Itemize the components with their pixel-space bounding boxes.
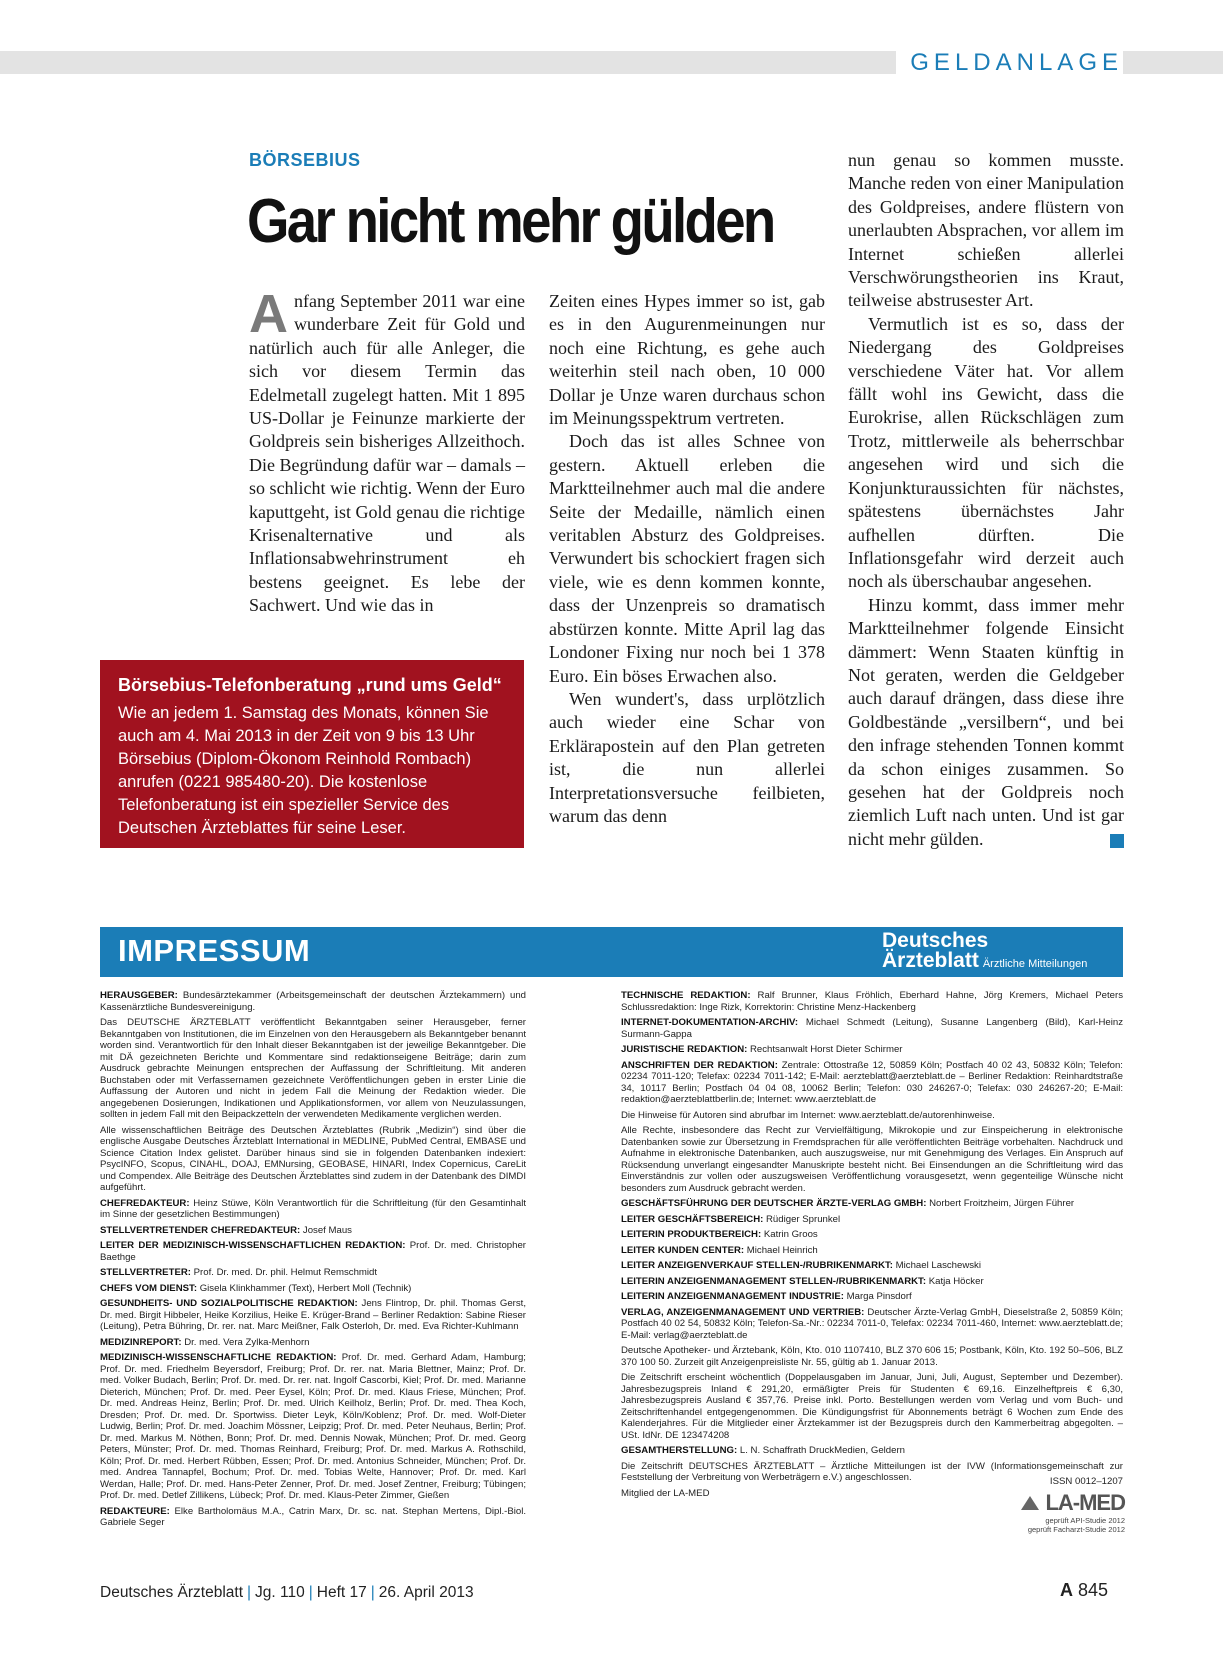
impressum-label: GESCHÄFTSFÜHRUNG DER DEUTSCHER ÄRZTE-VERLAG GMBH: bbox=[621, 1198, 927, 1209]
impressum-label: LEITER ANZEIGENVERKAUF STELLEN-/RUBRIKENMARKT: bbox=[621, 1260, 893, 1271]
impressum-title: IMPRESSUM bbox=[118, 933, 311, 968]
paragraph: Zeiten eines Hypes immer so ist, gab es in den Augurenmeinungen nur noch eine Richtung, es gehe auch weiterhin steil nach oben, 10 000 Dollar je Unze waren durchaus schon im Meinungsspektrum vertreten. bbox=[549, 291, 825, 429]
impressum-entry bbox=[621, 1214, 1123, 1226]
issn: ISSN 0012–1207 bbox=[1049, 1476, 1123, 1487]
article-column-2 bbox=[549, 290, 825, 828]
impressum-label: HERAUSGEBER: bbox=[100, 990, 178, 1001]
journal-logo bbox=[882, 931, 1087, 974]
impressum-entry bbox=[100, 1337, 526, 1349]
impressum-entry bbox=[621, 1291, 1123, 1303]
footer-volume: Jg. 110 bbox=[255, 1584, 305, 1601]
impressum-label: LEITERIN ANZEIGENMANAGEMENT STELLEN-/RUBRIKENMARKT: bbox=[621, 1275, 927, 1287]
headline: Gar nicht mehr gülden bbox=[247, 187, 774, 256]
paragraph: Hinzu kommt, dass immer mehr Marktteilnehmer folgende Einsicht dämmert: Wenn Staaten künftig in Not geraten, werden die Geldgeber auch darauf drängen, dass diese ihre Goldbestände „versilbern“, und bei den infrage stehenden Tonnen kommt da schon einiges zusammen. So gesehen hat der Goldpreis noch ziemlich Luft nach unten. Und ist gar nicht mehr gülden. bbox=[848, 594, 1124, 849]
page-number bbox=[1060, 1580, 1108, 1601]
la-med-text: LA-MED bbox=[1045, 1490, 1125, 1515]
impressum-entry bbox=[621, 1044, 1123, 1056]
footer-journal: Deutsches Ärzteblatt bbox=[100, 1584, 244, 1601]
impressum-text: Zentrale: Ottostraße 12, 50859 Köln; Postfach 40 02 43, 50832 Köln; Telefon: 02234 7011-120; Telefax: 02234 7011-142; E-Mail: aerzteblatt@aerzteblatt.de – Berliner Redaktion: Reinhardtstraße 34, 10117 Berlin; Postfach 04 04 08, 10062 Berlin; Telefon: 030 246267-0; Telefax: 030 246267-20; E-Mail: redaktion@aerzteblattberlin.de; Internet: www.aerzteblatt.de bbox=[621, 1059, 1123, 1105]
impressum-label: STELLVERTRETENDER CHEFREDAKTEUR: bbox=[100, 1224, 301, 1236]
impressum-text: Prof. Dr. med. Dr. phil. Helmut Remschmidt bbox=[193, 1267, 378, 1278]
impressum-text: Prof. Dr. med. Christopher Baethge bbox=[100, 1240, 526, 1263]
impressum-label: STELLVERTRETER: bbox=[100, 1267, 191, 1278]
impressum-entry bbox=[621, 1110, 1123, 1122]
impressum-text: Jens Flintrop, Dr. phil. Thomas Gerst, Dr. med. Birgit Hibbeler, Heike Korzilius, Heike E. Krüger-Brand – Berliner Redaktion: Sabine Rieser (Leitung), Petra Bühring, Dr. rer. nat. Marc Meißner, Falk Osterloh, Dr. med. Eva Richter-Kuhlmann bbox=[100, 1298, 526, 1332]
impressum-label: GESAMTHERSTELLUNG: bbox=[621, 1445, 738, 1456]
impressum-label: LEITERIN ANZEIGENMANAGEMENT INDUSTRIE: bbox=[621, 1291, 844, 1302]
impressum-label: JURISTISCHE REDAKTION: bbox=[621, 1044, 748, 1055]
logo-line-2: Ärzteblatt bbox=[882, 949, 979, 972]
info-box bbox=[100, 660, 524, 848]
impressum-entry bbox=[621, 1372, 1123, 1441]
impressum-entry bbox=[621, 1245, 1123, 1257]
impressum-text: Die Zeitschrift DEUTSCHES ÄRZTEBLATT – Ärztliche Mitteilungen ist der IVW (Informationsgemeinschaft zur Feststellung der Verbreitung von Werbeträgern e.V.) angeschlossen. bbox=[621, 1460, 1123, 1483]
impressum-left-column bbox=[100, 990, 526, 1533]
impressum-label: TECHNISCHE REDAKTION: bbox=[621, 990, 751, 1001]
page-prefix: A bbox=[1060, 1580, 1073, 1600]
page-number-value: 845 bbox=[1078, 1580, 1109, 1600]
footer-date: 26. April 2013 bbox=[378, 1584, 474, 1601]
impressum-text: Deutscher Ärzte-Verlag GmbH, Dieselstraße 2, 50859 Köln; Postfach 40 02 54, 50832 Köln; Telefon-Sa.-Nr.: 02234 7011-0, Telefax: 02234 7011-460, Internet: www.aerzteblatt.de; E-Mail: verlag@aerzteblatt.de bbox=[621, 1306, 1123, 1341]
impressum-text: Mitglied der LA-MED bbox=[621, 1487, 710, 1499]
paragraph: nfang September 2011 war eine wunderbare Zeit für Gold und natürlich auch für alle Anleger, die sich vor diesem Termin das Edelmetall zugelegt hatten. Mit 1 895 US-Dollar je Feinunze markierte der Goldpreis sein bisheriges Allzeithoch. Die Begründung dafür war – damals – so schlicht wie richtig. Wenn der Euro kaputtgeht, ist Gold genau die richtige Krisenalternative und als Inflationsabwehrinstrument eh bestens geeignet. Es lebe der Sachwert. Und wie das in bbox=[249, 291, 525, 616]
warning-triangle-icon bbox=[1021, 1496, 1039, 1510]
impressum-entry bbox=[621, 1445, 1123, 1457]
impressum-entry bbox=[621, 1345, 1123, 1368]
impressum-entry bbox=[100, 1506, 526, 1529]
impressum-entry bbox=[100, 1267, 526, 1279]
impressum-text: Das DEUTSCHE ÄRZTEBLATT veröffentlicht Bekanntgaben seiner Herausgeber, ferner Bekanntgaben von Institutionen, die im Einzelnen von den Herausgebern als Bekanntgeber benannt worden sind. Verantwortlich für den Inhalt dieser Bekanntgaben ist der jeweilige Bekanntgeber. Die mit DÄ gezeichneten Berichte und Kommentare sind redaktionseigene Beiträge; darin zum Ausdruck gebrachte Meinungen entsprechen der Auffassung der Schriftleitung. Mit anderen Buchstaben oder mit Verfassernamen gezeichnete Veröffentlichungen geben in erster Linie die Auffassung der Autoren und nicht in jedem Fall die Meinung der Redaktion wieder. Die angegebenen Dosierungen, Indikationen und Applikationsformen, vor allem von Neuzulassungen, sollten in jedem Fall mit den Beipackzetteln der verwendeten Medikamente verglichen werden. bbox=[100, 1017, 526, 1120]
impressum-text: Rüdiger Sprunkel bbox=[766, 1213, 841, 1225]
logo-line-3: Ärztliche Mitteilungen bbox=[982, 958, 1088, 970]
impressum-text: Alle wissenschaftlichen Beiträge des Deutschen Ärzteblattes (Rubrik „Medizin“) sind über die englische Ausgabe Deutsches Ärzteblatt International in MEDLINE, PubMed Central, EMBASE und Science Citation Index gelistet. Darüber hinaus sind sie in folgenden Datenbanken indexiert: PsycINFO, Scopus, CINAHL, DOAJ, EMNursing, GEOBASE, HINARI, Index Copernicus, CareLit und Compendex. Alle Beiträge des Deutschen Ärzteblattes sind zudem in der Datenbank des DIMDI aufgeführt. bbox=[100, 1124, 526, 1193]
la-med-logo bbox=[1010, 1490, 1125, 1534]
impressum-text: Die Zeitschrift erscheint wöchentlich (Doppelausgaben im Januar, Juni, Juli, August, September und Dezember). Jahresbezugspreis Inland € 291,20, ermäßigter Preis für Studenten € 69,16. Einzelheftpreis € 6,30, Jahresbezugspreis Ausland € 357,76. Preise inkl. Porto. Bestellungen werden vom Verlag und vom Buch- und Zeitschriftenhandel entgegengenommen. Die Kündigungsfrist für Abonnements beträgt 6 Wochen zum Ende des Kalenderjahres. Für die Mitglieder einer Ärztekammer ist der Bezugspreis durch den Kammerbeitrag abgegolten. – USt. IdNr. DE 123474208 bbox=[621, 1372, 1123, 1441]
impressum-text: Katja Höcker bbox=[928, 1275, 984, 1287]
info-box-body: Wie an jedem 1. Samstag des Monats, können Sie auch am 4. Mai 2013 in der Zeit von 9 bis 13 Uhr Börsebius (Diplom-Ökonom Reinhold Rombach) anrufen (0221 985480-20). Die kostenlose Telefonberatung ist ein spezieller Service des Deutschen Ärzteblattes für seine Leser. bbox=[118, 704, 489, 837]
impressum-entry bbox=[100, 1352, 526, 1502]
la-med-sub-1: geprüft API-Studie 2012 bbox=[1045, 1516, 1125, 1525]
impressum-text: Bundesärztekammer (Arbeitsgemeinschaft der deutschen Ärztekammern) und Kassenärztliche Bundesvereinigung. bbox=[100, 990, 527, 1013]
impressum-text: Michael Schmedt (Leitung), Susanne Langenberg (Bild), Karl-Heinz Surmann-Gappa bbox=[621, 1017, 1123, 1040]
logo-line-1: Deutsches bbox=[882, 929, 989, 952]
dropcap: A bbox=[249, 284, 288, 344]
section-label: GELDANLAGE bbox=[896, 48, 1123, 78]
impressum-text: Alle Rechte, insbesondere das Recht zur Vervielfältigung, Mikrokopie und zur Einspeicherung in elektronische Datenbanken sowie zur Übersetzung in Fremdsprachen für alle veröffentlichten Beiträge vorbehalten. Nachdruck und Aufnahme in elektronische Datenbanken, auch auszugsweise, nur mit Genehmigung des Verlages. Ein Anspruch auf Rücksendung unverlangt eingesandter Manuskripte besteht nicht. Bei Einsendungen an die Schriftleitung wird das Einverständnis zur vollen oder auszugsweisen Veröffentlichung vorausgesetzt, wenn gegenteilige Wünsche nicht besonders zum Ausdruck gebracht werden. bbox=[621, 1125, 1123, 1194]
impressum-entry bbox=[621, 1125, 1123, 1194]
impressum-text: Dr. med. Vera Zylka-Menhorn bbox=[184, 1336, 310, 1348]
impressum-label: VERLAG, ANZEIGENMANAGEMENT UND VERTRIEB: bbox=[621, 1306, 865, 1318]
info-box-title: Börsebius-Telefonberatung „rund ums Geld“ bbox=[118, 675, 502, 695]
paragraph: nun genau so kommen musste. Manche reden von einer Manipulation des Goldpreises, andere flüstern von unerlaubten Absprachen, vor allem im Internet schießen allerlei Verschwörungstheorien ins Kraut, teilweise abstrusester Art. bbox=[848, 150, 1124, 311]
impressum-entry bbox=[100, 1017, 526, 1121]
impressum-label: REDAKTEURE: bbox=[100, 1505, 170, 1517]
paragraph: Doch das ist alles Schnee von gestern. Aktuell erleben die Marktteilnehmer auch mal die andere Seite der Medaille, nämlich einen veritablen Absturz des Goldpreises. Verwundert bis schockiert fragen sich viele, wie es denn kommen konnte, dass der Unzenpreis so dramatisch abstürzen konnte. Mitte April lag das Londoner Fixing nur noch bei 1 378 Euro. Ein böses Erwachen also. bbox=[549, 431, 825, 686]
impressum-label: ANSCHRIFTEN DER REDAKTION: bbox=[621, 1059, 778, 1071]
impressum-text: Rechtsanwalt Horst Dieter Schirmer bbox=[750, 1044, 903, 1055]
impressum-text: Michael Laschewski bbox=[895, 1260, 981, 1271]
impressum-right-column bbox=[621, 990, 1123, 1503]
impressum-label: MEDIZINISCH-WISSENSCHAFTLICHE REDAKTION: bbox=[100, 1352, 337, 1363]
impressum-entry bbox=[621, 1276, 1123, 1288]
impressum-label: LEITER KUNDEN CENTER: bbox=[621, 1244, 745, 1256]
end-mark-icon bbox=[1110, 834, 1124, 848]
impressum-entry bbox=[100, 1283, 526, 1295]
impressum-entry bbox=[621, 1017, 1123, 1040]
impressum-label: LEITER GESCHÄFTSBEREICH: bbox=[621, 1213, 764, 1225]
impressum-entry bbox=[100, 1225, 526, 1237]
impressum-text: Deutsche Apotheker- und Ärztebank, Köln, Kto. 010 1107410, BLZ 370 606 15; Postbank, Köln, Kto. 192 50–506, BLZ 370 100 50. Zurzeit gilt Anzeigenpreisliste Nr. 55, gültig ab 1. Januar 2013. bbox=[621, 1345, 1123, 1368]
article-column-1 bbox=[249, 284, 525, 618]
impressum-text: Katrin Groos bbox=[763, 1229, 818, 1240]
footer-issue: Heft 17 bbox=[316, 1584, 367, 1601]
impressum-entry bbox=[621, 1198, 1123, 1210]
la-med-sub-2: geprüft Facharzt-Studie 2012 bbox=[1027, 1525, 1125, 1534]
impressum-entry bbox=[100, 990, 526, 1013]
impressum-text: Marga Pinsdorf bbox=[846, 1291, 912, 1302]
impressum-entry bbox=[100, 1298, 526, 1333]
impressum-label: GESUNDHEITS- UND SOZIALPOLITISCHE REDAKTION: bbox=[100, 1298, 358, 1309]
impressum-entry bbox=[100, 1198, 526, 1221]
impressum-label: INTERNET-DOKUMENTATION-ARCHIV: bbox=[621, 1017, 799, 1028]
article-column-3 bbox=[848, 149, 1124, 851]
impressum-header bbox=[100, 927, 1123, 977]
impressum-entry bbox=[621, 990, 1123, 1013]
impressum-text: Josef Maus bbox=[302, 1224, 352, 1236]
impressum-text: Elke Bartholomäus M.A., Catrin Marx, Dr. sc. nat. Stephan Mertens, Dipl.-Biol. Gabriele Seger bbox=[100, 1505, 526, 1528]
impressum-text: Gisela Klinkhammer (Text), Herbert Moll (Technik) bbox=[199, 1282, 412, 1294]
impressum-text: Die Hinweise für Autoren sind abrufbar im Internet: www.aerzteblatt.de/autorenhinweise. bbox=[621, 1109, 995, 1121]
impressum-text: Ralf Brunner, Klaus Fröhlich, Eberhard Hahne, Jörg Kremers, Michael Peters Schlussredaktion: Inge Rizk, Korrektorin: Christine Menz-Hackenberg bbox=[621, 990, 1123, 1013]
footer-citation: Deutsches Ärzteblatt | Jg. 110 | Heft 17 | 26. April 2013 bbox=[100, 1584, 474, 1601]
impressum-entry bbox=[621, 1307, 1123, 1342]
impressum-text: Norbert Froitzheim, Jürgen Führer bbox=[929, 1198, 1075, 1209]
impressum-entry bbox=[621, 1060, 1123, 1106]
impressum-entry bbox=[100, 1240, 526, 1263]
impressum-text: Michael Heinrich bbox=[746, 1244, 818, 1256]
impressum-text: Prof. Dr. med. Gerhard Adam, Hamburg; Prof. Dr. med. Friedhelm Beyersdorf, Freiburg; Prof. Dr. rer. nat. Maria Blettner, Mainz; Prof. Dr. med. Volker Budach, Berlin; Prof. Dr. med. Dr. rer. nat. Ingolf Cascorbi, Kiel; Prof. Dr. med. Marianne Dieterich, München; Prof. Dr. med. Peer Eysel, Köln; Prof. Dr. med. Klaus Friese, München; Prof. Dr. med. Andreas Heinz, Berlin; Prof. Dr. med. Ulrich Keilholz, Berlin; Prof. Dr. med. Thea Koch, Dresden; Prof. Dr. med. Dr. Sportwiss. Dieter Leyk, Köln/Koblenz; Prof. Dr. med. Wolf-Dieter Ludwig, Berlin; Prof. Dr. med. Joachim Mössner, Leipzig; Prof. Dr. med. Peter Neuhaus, Berlin; Prof. Dr. med. Markus M. Nöthen, Bonn; Prof. Dr. med. Dennis Nowak, München; Prof. Dr. med. Georg Peters, Münster; Prof. Dr. med. Thomas Reinhard, Freiburg; Prof. Dr. med. Markus A. Rothschild, Köln; Prof. Dr. med. Herbert Rübben, Essen; Prof. Dr. med. Antonius Schneider, München; Prof. Dr. med. Andrea Tannapfel, Bochum; Prof. Dr. med. Tobias Welte, Hannover; Prof. Dr. med. Karl Werdan, Halle; Prof. Dr. med. Hans-Peter Zenner, Prof. Dr. med. Josef Zentner, Freiburg; Tübingen; Prof. Dr. med. Detlef Zillikens, Lübeck; Prof. Dr. med. Klaus-Peter Zimmer, Gießen bbox=[100, 1352, 526, 1501]
impressum-entry bbox=[621, 1229, 1123, 1241]
impressum-text: L. N. Schaffrath DruckMedien, Geldern bbox=[739, 1445, 906, 1456]
paragraph: Vermutlich ist es so, dass der Niedergang des Goldpreises verschiedene Väter hat. Vor allem fällt wohl ins Gewicht, dass die Eurokrise, allen Rückschlägen zum Trotz, mittlerweile als beherrschbar angesehen wird und sich die Konjunkturaussichten für nächstes, spätestens übernächstes Jahr aufhellen dürften. Die Inflationsgefahr wird derzeit auch noch als überschaubar angesehen. bbox=[848, 313, 1124, 592]
impressum-label: LEITERIN PRODUKTBEREICH: bbox=[621, 1229, 762, 1240]
impressum-text: Heinz Stüwe, Köln Verantwortlich für die Schriftleitung (für den Gesamtinhalt im Sinne der gesetzlichen Bestimmungen) bbox=[100, 1197, 526, 1220]
impressum-entry bbox=[100, 1125, 526, 1194]
impressum-label: CHEFREDAKTEUR: bbox=[100, 1197, 190, 1209]
impressum-label: LEITER DER MEDIZINISCH-WISSENSCHAFTLICHEN REDAKTION: bbox=[100, 1240, 406, 1251]
impressum-label: CHEFS VOM DIENST: bbox=[100, 1282, 198, 1294]
impressum-entry bbox=[621, 1260, 1123, 1272]
paragraph: Wen wundert's, dass urplötzlich auch wieder eine Schar von Erklärapostein auf den Plan getreten ist, die nun allerlei Interpretationsversuche feilbieten, warum das denn bbox=[549, 688, 825, 826]
kicker: BÖRSEBIUS bbox=[249, 150, 361, 170]
impressum-label: MEDIZINREPORT: bbox=[100, 1336, 182, 1348]
